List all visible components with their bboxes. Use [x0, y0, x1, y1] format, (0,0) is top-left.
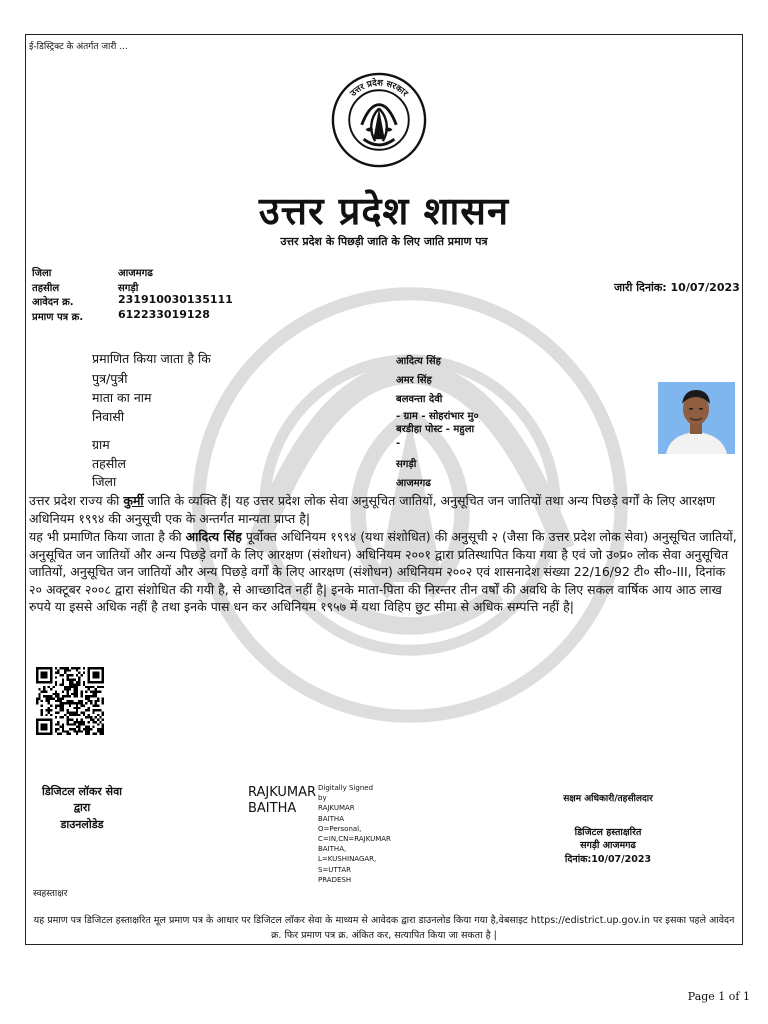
para1-after: जाति के व्यक्ति हैं| यह उत्तर प्रदेश लोक सेवा अनुसूचित जातियों, अनुसूचित जन जातियों तथा अन्य पिछड़े वर्गों के लिए आरक्षण अधिनियम १९९४ की अनुसूची एक के अन्तर्गत मान्यता प्राप्त है|	[29, 493, 716, 526]
field-value-resident-line1: - ग्राम - सोहरांभार मु०	[396, 411, 479, 422]
para1-before: उत्तर प्रदेश राज्य की	[29, 493, 124, 508]
download-line1: डिजिटल लॉकर सेवा	[41, 785, 123, 798]
certificate-subtitle: उत्तर प्रदेश के पिछड़ी जाति के लिए जाति प्रमाण पत्र	[280, 235, 488, 248]
field-value-village: -	[396, 438, 401, 449]
meta-label-certificate-no: प्रमाण पत्र क्र.	[32, 312, 84, 323]
meta-value-district: आजमगढ	[118, 268, 153, 279]
page-number: Page 1 of 1	[687, 990, 750, 1003]
authority-line2: सगड़ी आजमगढ	[580, 840, 636, 851]
meta-label-district: जिला	[32, 268, 52, 279]
authority-date: दिनांक:10/07/2023	[564, 854, 652, 865]
field-label-mother: माता का नाम	[92, 390, 152, 405]
authority-title: सक्षम अधिकारी/तहसीलदार	[563, 794, 653, 804]
field-label-resident: निवासी	[92, 409, 125, 424]
up-government-emblem-icon	[331, 72, 427, 168]
field-label-village: ग्राम	[92, 437, 110, 452]
field-value-mother: बलवन्ता देवी	[396, 394, 443, 405]
field-value-district: आजमगढ	[396, 478, 431, 489]
meta-label-application-no: आवेदन क्र.	[32, 297, 74, 308]
meta-value-certificate-no: 612233019128	[118, 308, 210, 321]
caste-name: कुर्मी	[123, 493, 144, 508]
field-label-son-daughter: पुत्र/पुत्री	[92, 371, 128, 386]
field-value-father: अमर सिंह	[396, 375, 432, 386]
meta-value-tehsil: सगड़ी	[118, 283, 139, 294]
emblem-text: उत्तर प्रदेश सरकार	[348, 78, 410, 99]
qr-code	[36, 667, 104, 735]
field-label-tehsil: तहसील	[92, 456, 126, 471]
digital-signature-details: Digitally Signed by RAJKUMAR BAITHA O=Personal, C=IN,CN=RAJKUMAR BAITHA, L=KUSHINAGAR, S=UTTAR PRADESH	[318, 784, 391, 884]
self-attestation-label: स्वहस्ताक्षर	[33, 889, 68, 899]
field-label-certified: प्रमाणित किया जाता है कि	[92, 351, 211, 366]
field-value-name: आदित्य सिंह	[396, 356, 441, 367]
caste-paragraph	[29, 492, 741, 527]
signer-name-line1: RAJKUMAR	[248, 785, 317, 800]
para2-before: यह भी प्रमाणित किया जाता है की	[29, 529, 186, 544]
authority-line1: डिजिटल हस्ताक्षरित	[574, 827, 642, 838]
para2-after: पूर्वोक्त अधिनियम १९९४ (यथा संशोधित) की अनुसूची २ (जैसा कि उत्तर प्रदेश लोक सेवा) अनुसूचित जातियों, अनुसूचित जन जातियों और अन्य पिछड़े वर्गों के लिए आरक्षण (संशोधन) अधिनियम २००१ द्वारा प्रतिस्थापित किया गया है एवं जो उ०प्र० लोक सेवा अनुसूचित जातियों, अनुसूचित जन जातियों और अन्य पिछड़े वर्गों के लिए आरक्षण (संशोधन) अधिनियम २००२ एवं शासनादेश संख्या 22/16/92 टी० सी०-III, दिनांक २० अक्टूबर २००८ द्वारा संशोधित की गयी है, से आच्छादित नहीं है| इनके माता-पिता की निरन्तर तीन वर्षों की अवधि के लिए सकल वार्षिक आय आठ लाख रुपये या इससे अधिक नहीं है तथा इनके पास धन कर अधिनियम १९५७ में यथा विहिप छुट सीमा से अधिक सम्पत्ति नहीं है|	[29, 529, 737, 615]
applicant-photo	[658, 382, 735, 454]
meta-value-application-no: 231910030135111	[118, 293, 233, 306]
footer-note: यह प्रमाण पत्र डिजिटल हस्ताक्षरित मूल प्रमाण पत्र के आधार पर डिजिटल लॉकर सेवा के माध्यम से आवेदक द्वारा डाउनलोड किया गया है,वेबसाइट https://edistrict.up.gov.in पर इसका पहले आवेदन क्र. फिर प्रमाण पत्र क्र. अंकित कर, सत्यापित किया जा सकता है |	[33, 915, 735, 941]
certification-paragraph	[29, 528, 741, 616]
issue-date: जारी दिनांक: 10/07/2023	[614, 281, 740, 294]
signer-name-line2: BAITHA	[248, 801, 297, 816]
meta-label-tehsil: तहसील	[32, 283, 60, 294]
person-photo-icon	[658, 382, 735, 454]
applicant-name-inline: आदित्य सिंह	[185, 529, 242, 544]
field-label-district: जिला	[92, 474, 117, 489]
header-note: ई-डिस्ट्रिक्ट के अंतर्गत जारी ...	[29, 42, 128, 52]
government-title: उत्तर प्रदेश शासन	[258, 189, 510, 233]
field-value-tehsil: सगड़ी	[396, 459, 417, 470]
field-value-resident-line2: बरडीहा पोस्ट - महुला	[396, 424, 475, 435]
download-line2: द्वारा	[73, 801, 91, 814]
download-line3: डाउनलोडेड	[60, 818, 104, 831]
